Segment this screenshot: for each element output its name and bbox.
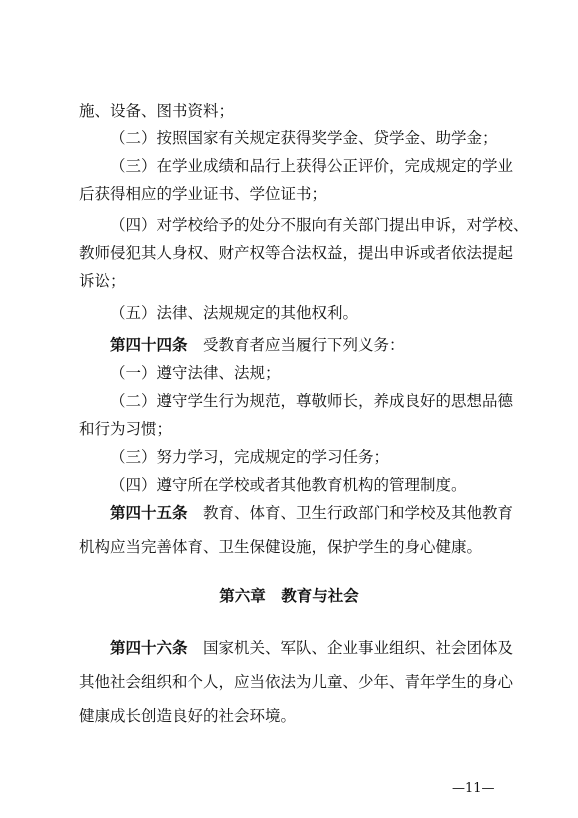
- text-line: （四）遵守所在学校或者其他教育机构的管理制度。: [110, 476, 467, 494]
- text-line: 教育、体育、卫生行政部门和学校及其他教育: [203, 504, 514, 522]
- text-line: 国家机关、军队、企业事业组织、社会团体及: [203, 639, 514, 657]
- article-45-paragraph: [110, 503, 513, 523]
- text-line: 后获得相应的学业证书、学位证书；: [79, 185, 328, 203]
- page-number: —11—: [452, 781, 495, 796]
- text-line: （二）遵守学生行为规范，尊敬师长，养成良好的思想品德: [110, 392, 514, 410]
- text-line: （四）对学校给予的处分不服向有关部门提出申诉，对学校、: [110, 216, 529, 234]
- text-line: （二）按照国家有关规定获得奖学金、贷学金、助学金；: [110, 129, 498, 147]
- text-line: 机构应当完善体育、卫生保健设施，保护学生的身心健康。: [79, 538, 483, 556]
- text-line: 受教育者应当履行下列义务：: [203, 336, 405, 354]
- article-spacer: [188, 639, 204, 657]
- article-spacer: [188, 504, 204, 522]
- article-46-label: 第四十六条: [110, 639, 188, 657]
- text-line: 健康成长创造良好的社会环境。: [79, 707, 297, 725]
- text-line: 和行为习惯；: [79, 420, 173, 438]
- text-line: 其他社会组织和个人，应当依法为儿童、少年、青年学生的身心: [79, 673, 514, 691]
- text-line: （一）遵守法律、法规；: [110, 364, 281, 382]
- text-line: （五）法律、法规规定的其他权利。: [110, 304, 359, 322]
- article-44-label: 第四十四条: [110, 336, 188, 354]
- text-line: 施、设备、图书资料；: [79, 102, 235, 120]
- chapter-heading: 第六章 教育与社会: [219, 587, 359, 605]
- article-45-label: 第四十五条: [110, 504, 188, 522]
- text-line: （三）努力学习，完成规定的学习任务；: [110, 448, 390, 466]
- text-line: （三）在学业成绩和品行上获得公正评价，完成规定的学业: [110, 157, 514, 175]
- article-46-paragraph: [110, 638, 513, 658]
- text-line: 诉讼；: [79, 272, 126, 290]
- text-line: 教师侵犯其人身权、财产权等合法权益，提出申诉或者依法提起: [79, 244, 514, 262]
